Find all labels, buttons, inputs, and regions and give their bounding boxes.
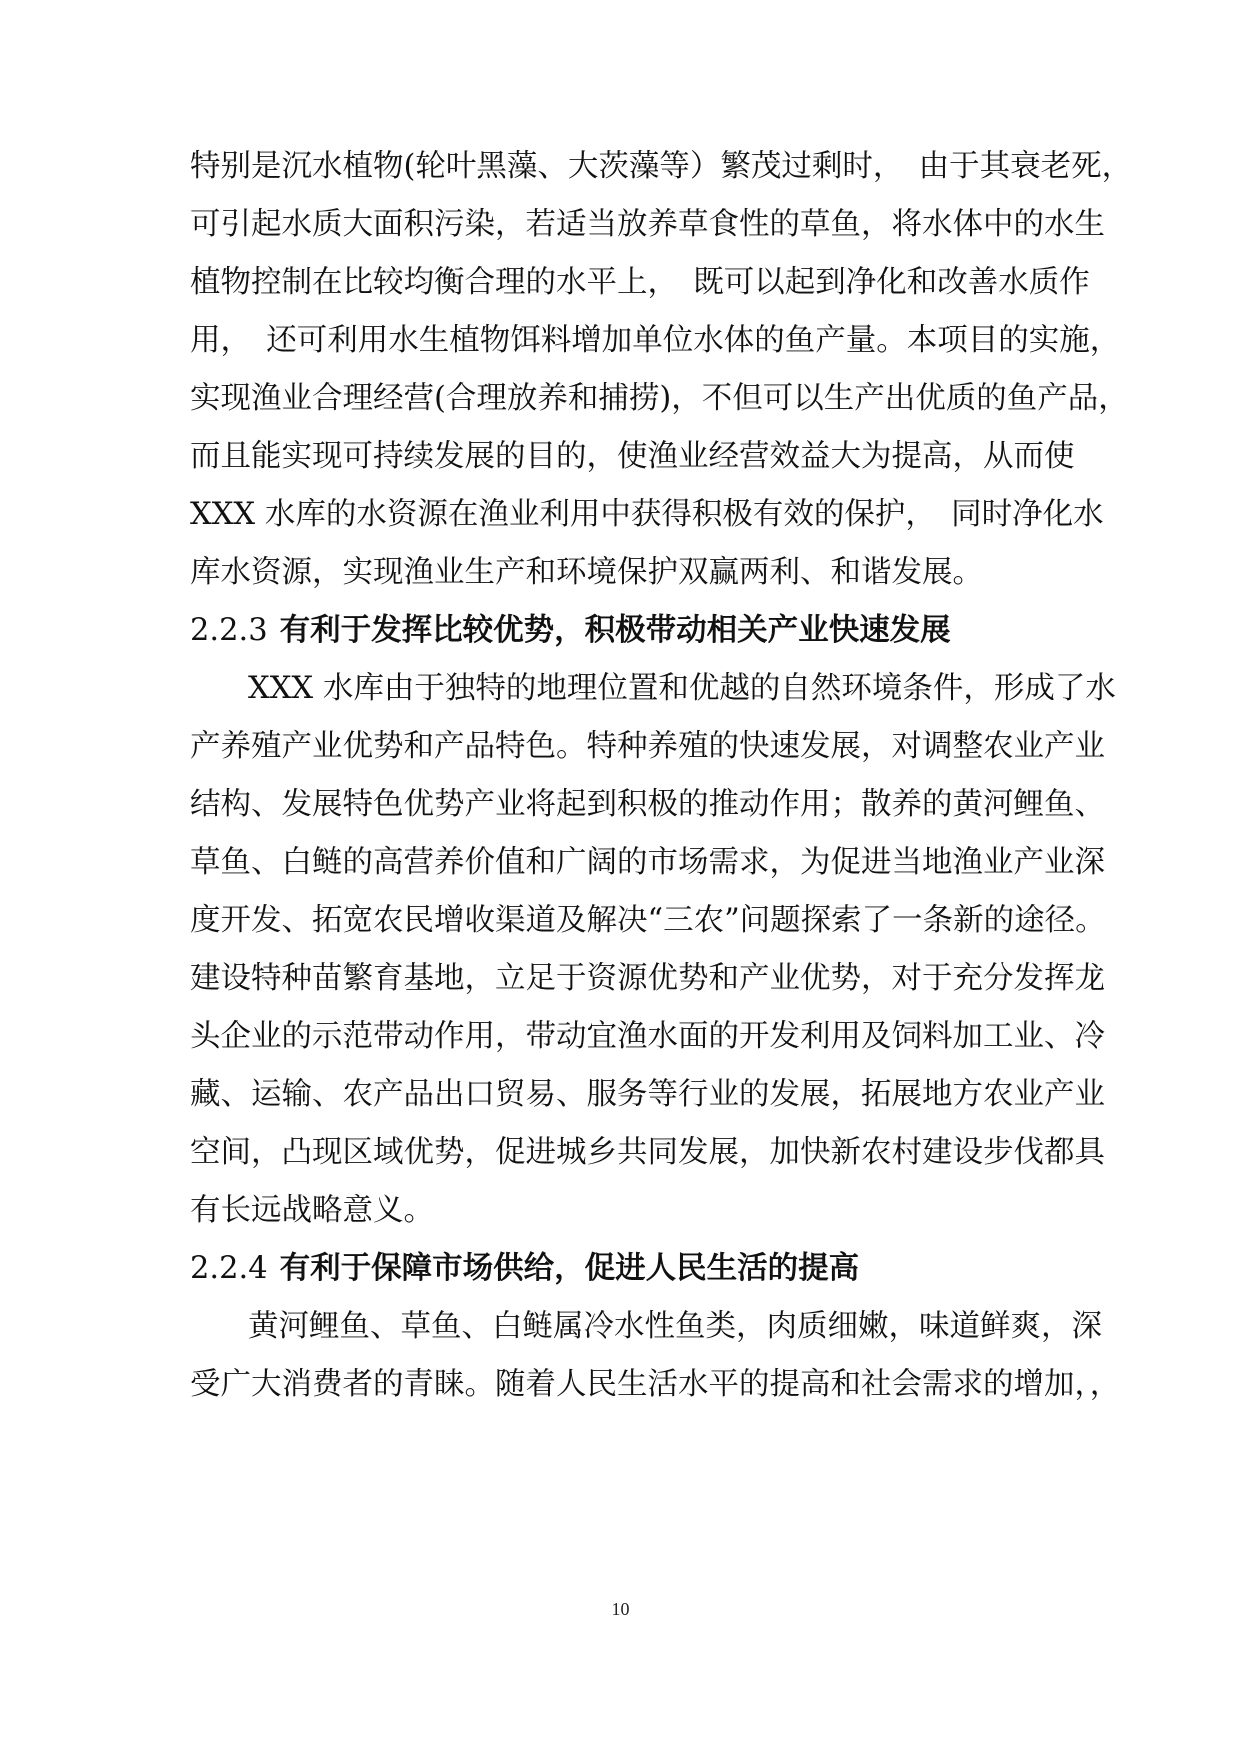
page-number: 10 bbox=[611, 1599, 630, 1619]
paragraph-line: 受广大消费者的青睐。随着人民生活水平的提高和社会需求的增加，， bbox=[190, 1367, 1121, 1402]
paragraph-line: XXX 水库由于独特的地理位置和优越的自然环境条件，形成了水 bbox=[248, 671, 1116, 706]
section-heading bbox=[190, 609, 951, 653]
paragraph-line: 产养殖产业优势和产品特色。特种养殖的快速发展，对调整农业产业 bbox=[190, 729, 1105, 764]
paragraph-line: 黄河鲤鱼、草鱼、白鲢属冷水性鱼类，肉质细嫩，味道鲜爽，深 bbox=[248, 1309, 1102, 1344]
paragraph-line: 植物控制在比较均衡合理的水平上， 既可以起到净化和改善水质作 bbox=[190, 265, 1090, 300]
paragraph-line: 有长远战略意义。 bbox=[190, 1193, 434, 1228]
paragraph-line: 藏、运输、农产品出口贸易、服务等行业的发展，拓展地方农业产业 bbox=[190, 1077, 1105, 1112]
paragraph-line: 特别是沉水植物(轮叶黑藻、大茨藻等）繁茂过剩时， 由于其衰老死， bbox=[190, 149, 1133, 184]
section-number: 2.2.4 bbox=[190, 1251, 268, 1286]
section-heading bbox=[190, 1247, 859, 1291]
section-number: 2.2.3 bbox=[190, 613, 268, 648]
paragraph-line: 实现渔业合理经营(合理放养和捕捞)，不但可以生产出优质的鱼产品， bbox=[190, 381, 1129, 416]
section-title: 有利于保障市场供给，促进人民生活的提高 bbox=[279, 1251, 860, 1286]
paragraph-line: 用， 还可利用水生植物饵料增加单位水体的鱼产量。本项目的实施， bbox=[190, 323, 1121, 358]
paragraph-line: 空间，凸现区域优势，促进城乡共同发展，加快新农村建设步伐都具 bbox=[190, 1135, 1105, 1170]
paragraph-line: 度开发、拓宽农民增收渠道及解决“三农”问题探索了一条新的途径。 bbox=[190, 903, 1106, 938]
paragraph-line: 结构、发展特色优势产业将起到积极的推动作用；散养的黄河鲤鱼、 bbox=[190, 787, 1105, 822]
paragraph-line: 可引起水质大面积污染，若适当放养草食性的草鱼，将水体中的水生 bbox=[190, 207, 1105, 242]
section-title: 有利于发挥比较优势，积极带动相关产业快速发展 bbox=[279, 613, 951, 648]
paragraph-line: 头企业的示范带动作用，带动宜渔水面的开发利用及饲料加工业、冷 bbox=[190, 1019, 1105, 1054]
paragraph-line: 建设特种苗繁育基地，立足于资源优势和产业优势，对于充分发挥龙 bbox=[190, 961, 1105, 996]
paragraph-line: 草鱼、白鲢的高营养价值和广阔的市场需求，为促进当地渔业产业深 bbox=[190, 845, 1105, 880]
paragraph-line: 库水资源，实现渔业生产和环境保护双赢两利、和谐发展。 bbox=[190, 555, 983, 590]
paragraph-line: XXX 水库的水资源在渔业利用中获得积极有效的保护， 同时净化水 bbox=[190, 497, 1104, 532]
paragraph-line: 而且能实现可持续发展的目的，使渔业经营效益大为提高，从而使 bbox=[190, 439, 1075, 474]
